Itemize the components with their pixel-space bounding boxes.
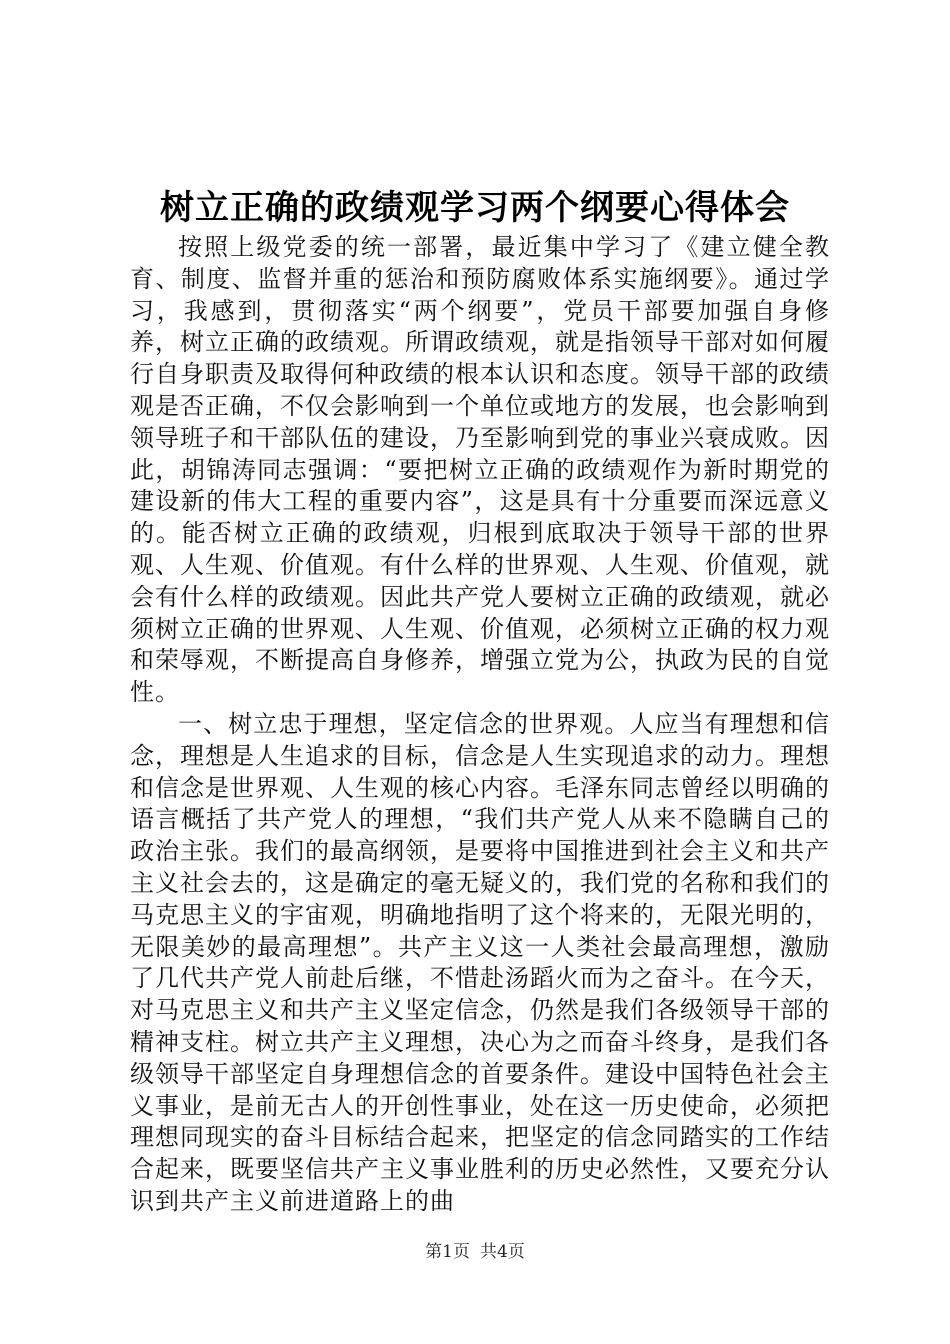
page-total: 共4页 [480, 1242, 525, 1262]
body-paragraph-1: 按照上级党委的统一部署，最近集中学习了《建立健全教育、制度、监督并重的惩治和预防腐败体系实施纲要》。通过学习，我感到，贯彻落实“两个纲要”，党员干部要加强自身修养，树立正确的政绩观。所谓政绩观，就是指领导干部对如何履行自身职责及取得何种政绩的根本认识和态度。领导干部的政绩观是否正确，不仅会影响到一个单位或地方的发展，也会影响到领导班子和干部队伍的建设，乃至影响到党的事业兴衰成败。因此，胡锦涛同志强调：“要把树立正确的政绩观作为新时期党的建设新的伟大工程的重要内容”，这是具有十分重要而深远意义的。能否树立正确的政绩观，归根到底取决于领导干部的世界观、人生观、价值观。有什么样的世界观、人生观、价值观，就会有什么样的政绩观。因此共产党人要树立正确的政绩观，就必须树立正确的世界观、人生观、价值观，必须树立正确的权力观和荣辱观，不断提高自身修养，增强立党为公，执政为民的自觉性。 [130, 233, 830, 707]
document-body [130, 232, 830, 1218]
body-paragraph-2: 一、树立忠于理想，坚定信念的世界观。人应当有理想和信念，理想是人生追求的目标，信念是人生实现追求的动力。理想和信念是世界观、人生观的核心内容。毛泽东同志曾经以明确的语言概括了共产党人的理想，“我们共产党人从来不隐瞒自己的政治主张。我们的最高纲领，是要将中国推进到社会主义和共产主义社会去的，这是确定的毫无疑义的，我们党的名称和我们的马克思主义的宇宙观，明确地指明了这个将来的，无限光明的，无限美妙的最高理想”。共产主义这一人类社会最高理想，激励了几代共产党人前赴后继，不惜赴汤蹈火而为之奋斗。在今天，对马克思主义和共产主义坚定信念，仍然是我们各级领导干部的精神支柱。树立共产主义理想，决心为之而奋斗终身，是我们各级领导干部坚定自身理想信念的首要条件。建设中国特色社会主义事业，是前无古人的开创性事业，处在这一历史使命，必须把理想同现实的奋斗目标结合起来，把坚定的信念同踏实的工作结合起来，既要坚信共产主义事业胜利的历史必然性，又要充分认识到共产主义前进道路上的曲 [130, 709, 830, 1215]
page-number: 第1页 [425, 1242, 470, 1262]
document-title: 树立正确的政绩观学习两个纲要心得体会 [160, 188, 790, 228]
page-footer [0, 1240, 950, 1264]
